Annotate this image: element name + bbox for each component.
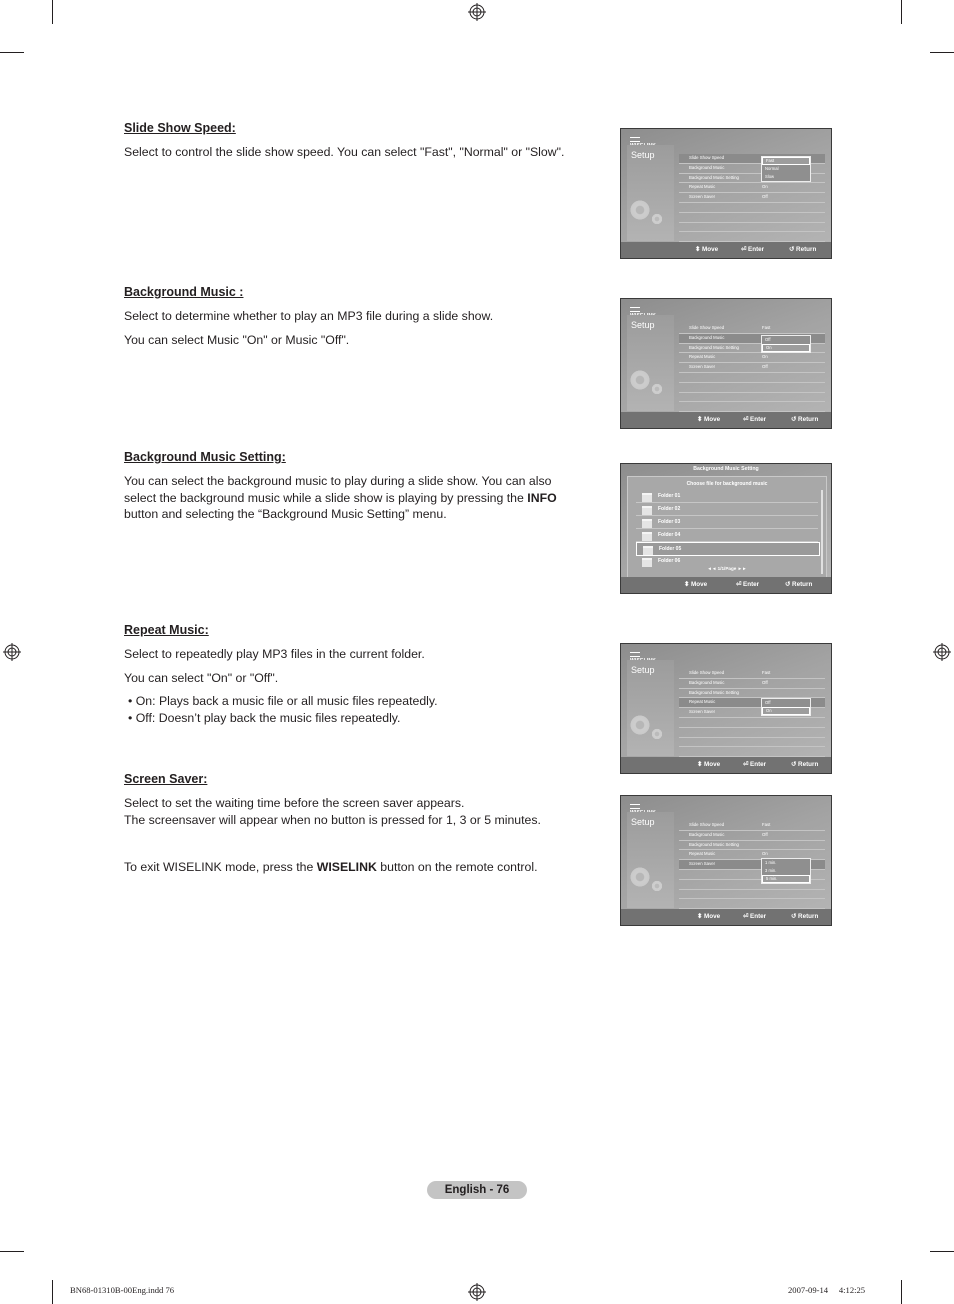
registration-mark-icon [468, 3, 486, 21]
folder-row[interactable]: Folder 01 [636, 490, 818, 503]
folder-icon [642, 506, 652, 515]
menu-row[interactable]: Background Music [679, 334, 825, 344]
gear-icon [651, 383, 663, 395]
bullet-list [124, 693, 594, 726]
setup-label: Setup [631, 665, 655, 675]
move-hint: ⬍ Move [697, 416, 721, 423]
menu-row [679, 890, 825, 900]
option-item[interactable]: Off [765, 700, 771, 705]
gear-icon [651, 213, 663, 225]
registration-mark-icon [468, 1283, 486, 1301]
folder-row[interactable]: Folder 04 [636, 529, 818, 542]
menu-row[interactable]: Background Music Setting [679, 174, 825, 184]
section-slide-show-speed [124, 121, 594, 168]
wiselink-button-name: WISELINK [316, 860, 377, 874]
option-popup [761, 156, 811, 182]
option-item[interactable]: 1 min. [765, 860, 777, 865]
registration-mark-icon [933, 643, 951, 661]
section-title: Background Music : [124, 285, 244, 299]
menu-row[interactable]: Screen Saver Off [679, 193, 825, 203]
panel-subtitle: Choose file for background music [686, 481, 768, 487]
gear-icon [651, 728, 663, 740]
section-text: Select to determine whether to play an MP3 file during a slide show. [124, 309, 494, 323]
text-part: To exit WISELINK mode, press the [124, 860, 317, 874]
return-hint: ↺ Return [785, 581, 813, 588]
section-text: Select to repeatedly play MP3 files in the current folder. [124, 647, 425, 661]
menu-row[interactable]: Background Music [679, 164, 825, 174]
option-popup [761, 335, 811, 353]
text-line: Select to set the waiting time before the screen saver appears. [124, 796, 465, 810]
page-number-badge: English - 76 [427, 1181, 527, 1199]
menu-row [679, 203, 825, 213]
menu-row[interactable]: Repeat Music [679, 698, 825, 708]
return-hint: ↺ Return [791, 761, 819, 768]
option-item[interactable]: Slow [765, 174, 775, 179]
move-hint: ⬍ Move [695, 246, 719, 253]
option-item[interactable]: Off [765, 337, 771, 342]
screen-footer [621, 242, 831, 258]
menu-row[interactable]: Repeat Music On [679, 183, 825, 193]
exit-note [124, 859, 594, 883]
menu-row [679, 232, 825, 242]
gear-icon [629, 369, 651, 391]
option-item[interactable]: Fast [762, 157, 810, 165]
menu-row[interactable]: Background Music Off [679, 679, 825, 689]
folder-icon [642, 519, 652, 528]
section-title: Slide Show Speed: [124, 121, 236, 135]
screen-footer [621, 909, 831, 925]
menu-row [679, 223, 825, 233]
crop-mark [52, 0, 53, 24]
menu-row [679, 728, 825, 738]
section-background-music [124, 285, 594, 355]
slug-file: BN68-01310B-00Eng.indd 76 [70, 1285, 175, 1295]
section-title: Repeat Music: [124, 623, 209, 637]
text-part: You can select the background music to play during a slide show. You can also select the background music while a slide show is playing by pressing the [124, 474, 552, 505]
menu-row [679, 213, 825, 223]
menu-row[interactable]: Background Music Setting [679, 344, 825, 354]
menu-row[interactable]: Slide Show Speed Fast [679, 821, 825, 831]
section-title: Screen Saver: [124, 772, 208, 786]
option-item[interactable]: On [762, 707, 810, 715]
info-button-name: INFO [527, 490, 557, 505]
list-item: • Off: Doesn’t play back the music files repeatedly. [128, 710, 401, 725]
menu-row[interactable]: Screen Saver [679, 708, 825, 718]
section-screen-saver [124, 772, 594, 828]
folder-row[interactable]: Folder 06 [636, 555, 818, 567]
page-indicator: ◄◄ 1/1/Page ►► [707, 566, 747, 571]
folder-row[interactable]: Folder 03 [636, 516, 818, 529]
exit-text [124, 859, 594, 876]
folder-row[interactable]: Folder 05 [636, 542, 820, 556]
return-hint: ↺ Return [791, 416, 819, 423]
menu-row [679, 402, 825, 412]
option-popup [761, 858, 811, 884]
option-item[interactable]: 5 min. [762, 875, 810, 883]
screen-footer [621, 757, 831, 773]
menu-row[interactable]: Repeat Music On [679, 850, 825, 860]
folder-icon [643, 546, 653, 555]
section-text [124, 795, 594, 828]
crop-mark [52, 1280, 53, 1304]
slug-date: 2007-09-14 4:12:25 [788, 1285, 866, 1295]
list-item: • On: Plays back a music file or all music files repeatedly. [128, 694, 438, 708]
screen-footer [621, 577, 831, 593]
crop-mark [930, 1251, 954, 1252]
tv-screen-screen-saver [620, 795, 832, 926]
option-item[interactable]: 3 min. [765, 868, 777, 873]
setup-label: Setup [631, 150, 655, 160]
enter-hint: ⏎ Enter [743, 416, 767, 423]
tv-screen-slide-show-speed [620, 128, 832, 259]
move-hint: ⬍ Move [684, 581, 708, 588]
screen-title: Background Music Setting [693, 466, 759, 472]
folder-row[interactable]: Folder 02 [636, 503, 818, 516]
enter-hint: ⏎ Enter [743, 913, 767, 920]
crop-mark [901, 1280, 902, 1304]
tv-screen-background-music [620, 298, 832, 429]
menu-row[interactable]: Background Music Setting [679, 841, 825, 851]
menu-row[interactable]: Background Music Off [679, 831, 825, 841]
menu-row[interactable]: Repeat Music On [679, 353, 825, 363]
menu-row[interactable]: Slide Show Speed Fast [679, 324, 825, 334]
menu-row[interactable]: Screen Saver [679, 860, 825, 870]
menu-row [679, 738, 825, 748]
crop-mark [930, 52, 954, 53]
menu-row[interactable]: Slide Show Speed [679, 154, 825, 164]
menu-row [679, 383, 825, 393]
option-item[interactable]: Normal [765, 166, 779, 171]
option-item[interactable]: On [762, 344, 810, 352]
text-part: button on the remote control. [376, 860, 538, 874]
tv-screen-background-music-setting [620, 463, 832, 594]
menu-row [679, 899, 825, 909]
menu-row[interactable]: Screen Saver Off [679, 363, 825, 373]
crop-mark [0, 52, 24, 53]
text-part: button and selecting the “Background Music Setting” menu. [124, 507, 447, 521]
section-title: Background Music Setting: [124, 450, 286, 464]
section-repeat-music [124, 623, 594, 726]
scrollbar[interactable] [821, 490, 823, 574]
menu-row [679, 718, 825, 728]
return-hint: ↺ Return [789, 246, 817, 253]
folder-icon [642, 532, 652, 541]
gear-icon [651, 880, 663, 892]
menu-row[interactable]: Background Music Setting [679, 689, 825, 699]
section-text: You can select Music "On" or Music "Off". [124, 332, 350, 347]
registration-mark-icon [3, 643, 21, 661]
return-hint: ↺ Return [791, 913, 819, 920]
enter-hint: ⏎ Enter [743, 761, 767, 768]
gear-icon [629, 199, 651, 221]
section-text: You can select "On" or "Off". [124, 670, 279, 685]
enter-hint: ⏎ Enter [741, 246, 765, 253]
move-hint: ⬍ Move [697, 761, 721, 768]
screen-footer [621, 412, 831, 428]
move-hint: ⬍ Move [697, 913, 721, 920]
gear-icon [629, 866, 651, 888]
option-popup [761, 698, 811, 716]
setup-label: Setup [631, 817, 655, 827]
enter-hint: ⏎ Enter [736, 581, 760, 588]
section-text: Select to control the slide show speed. You can select "Fast", "Normal" or "Slow". [124, 145, 565, 159]
menu-row[interactable]: Slide Show Speed Fast [679, 669, 825, 679]
crop-mark [0, 1251, 24, 1252]
crop-mark [901, 0, 902, 24]
menu-row [679, 747, 825, 757]
section-background-music-setting [124, 450, 574, 530]
menu-row [679, 393, 825, 403]
folder-icon [642, 493, 652, 502]
section-text [124, 473, 574, 523]
tv-screen-repeat-music [620, 643, 832, 774]
setup-label: Setup [631, 320, 655, 330]
gear-icon [629, 714, 651, 736]
menu-row [679, 373, 825, 383]
folder-list-panel [627, 476, 827, 578]
text-line: The screensaver will appear when no button is pressed for 1, 3 or 5 minutes. [124, 812, 541, 827]
